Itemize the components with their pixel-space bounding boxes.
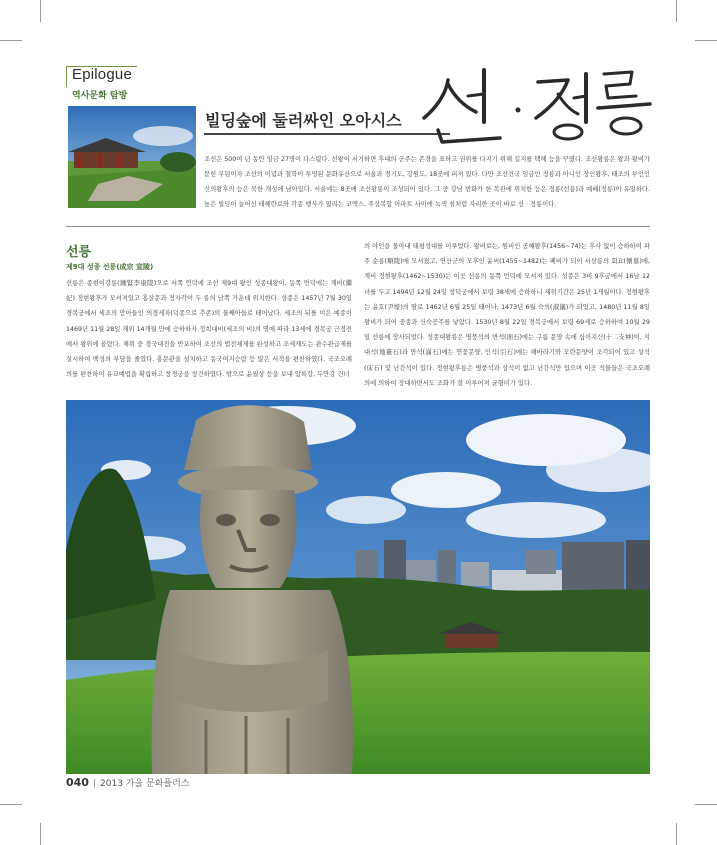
section-subtitle: 제9대 성종 선릉(成宗 宣陵) xyxy=(66,263,154,271)
stone-statue-photo xyxy=(66,400,650,774)
calligraphy-title xyxy=(418,60,653,145)
article-headline: 빌딩숲에 둘러싸인 오아시스 xyxy=(205,111,402,130)
subsection-label: 역사문화 탐방 xyxy=(72,91,128,101)
page-footer: 040 | 2013 가을 문화플러스 xyxy=(66,776,190,789)
headline-underline xyxy=(204,133,450,135)
intro-paragraph: 조선은 500여 년 동안 임금 27명이 다스렸다. 선왕이 서거하면 후대의 군주는 존경을 표하고 권위를 다지기 위해 길지를 택해 능을 꾸몄다. 조선왕릉은 왕과 왕비가 묻힌 무덤이자 조선의 이념과 철학이 투영된 문화유산으로 서울과 경기도, 강원도, 18곳에 퍼져 있다. 다만 조선건국 임금인 정릉과 아니인 장인왕후, 태조의 부인인 신의왕후의 능은 북한 개성에 남아있다. 서울에는 8곳에 조선왕릉이 조성되어 있다. 그 중 강남 번화가 한 복판에 위치한 능은 정릉(선릉)과 예배(정릉)이 유일하다. 높은 빌딩이 늘어선 테헤란로와 각종 행사가 열리는 코엑스, 주상복합 아파트 사이에 녹색 섬처럼 자리한 곳이 바로 선 · 정릉이다. xyxy=(204,156,650,208)
page-number: 040 xyxy=(66,776,89,789)
tomb-shrine-thumbnail xyxy=(68,106,196,208)
section-label: Epilogue xyxy=(72,66,132,83)
section-divider xyxy=(66,226,650,227)
body-column-right: 의 야인을 몰아내 태평성대를 이루었다. 왕비로는, 원비인 공혜왕후(1456~74)는 후사 없이 승하하여 파주 순릉(順陵)에 모셔졌고, 연산군의 모후인 윤씨(1455~1482)는 폐비가 되어 서삼릉의 회묘(懷墓)에, 계비 정현왕후(1462~1530)는 이곳 선릉의 동쪽 언덕에 모셔져 있다. 성종은 3비 9후궁에서 16남 12녀를 두고 1494년 12월 24일 창덕궁에서 보령 38세에 승하하니 재위기간은 25년 1개월이다. 정현왕후는 윤호(尹壕)의 딸로 1462년 6월 25일 태어나, 1473년 6월 숙의(淑儀)가 되었고, 1480년 11월 8일 왕비가 되어 중종과 신숙공주를 낳았다. 1530년 8월 22일 경복궁에서 보령 69세로 승하하여 10월 29일 선릉에 장사되었다. 성종대왕릉은 병풍석의 면석(面石)에는 구름 문양 속에 십이지신(十二支神)이, 지대석(地臺石)과 만석(滿石)에는 연꽃문양, 인석(引石)에는 해바라기와 모란문양이 조각되어 있고 상석(床石) 및 난간석이 있다. 정현왕후릉은 병풍석과 상석이 없고 난간석만 있으며 이곳 석물들은 국조오례의에 의하여 장대하면서도 조화가 잘 이루어져 균형미가 있다. xyxy=(364,243,650,387)
section-title: 선릉 xyxy=(66,245,92,260)
body-column-left: 선릉은 종현이강릉(鍾賢李康陵)으로 서쪽 언덕에 조선 제9대 왕인 성종대왕이, 동쪽 언덕에는 계비(繼妃) 정현왕후가 모셔져있고 홍살문과 정자각이 두 릉의 남쪽 가운데 위치한다. 성종은 1457년 7월 30일 경복궁에서 세조의 맏아들인 의경세자(덕종으로 추존)의 둘째아들로 태어났다. 세조의 뒤를 이은 예종이 1469년 11월 28일 재위 14개월 만에 승하하자 정희대비(세조의 비)의 명에 따라 13세에 경복궁 근정전에서 왕위에 올랐다. 재위 중 경국대전을 반포하여 조선의 법전체제를 완성하고 조세제도는 관수관급제를 실시하여 백성의 부담을 줄였다. 홍문관을 설치하고 동국여지승람 등 많은 서적을 편찬하였다. 국조오례의를 편찬하여 유교예법을 확립하고 창경궁을 창건하였다. 밖으로 윤필상 등을 보내 압록강, 두만강 건너 xyxy=(66,280,352,379)
issue-label: 2013 가을 문화플러스 xyxy=(100,779,190,789)
